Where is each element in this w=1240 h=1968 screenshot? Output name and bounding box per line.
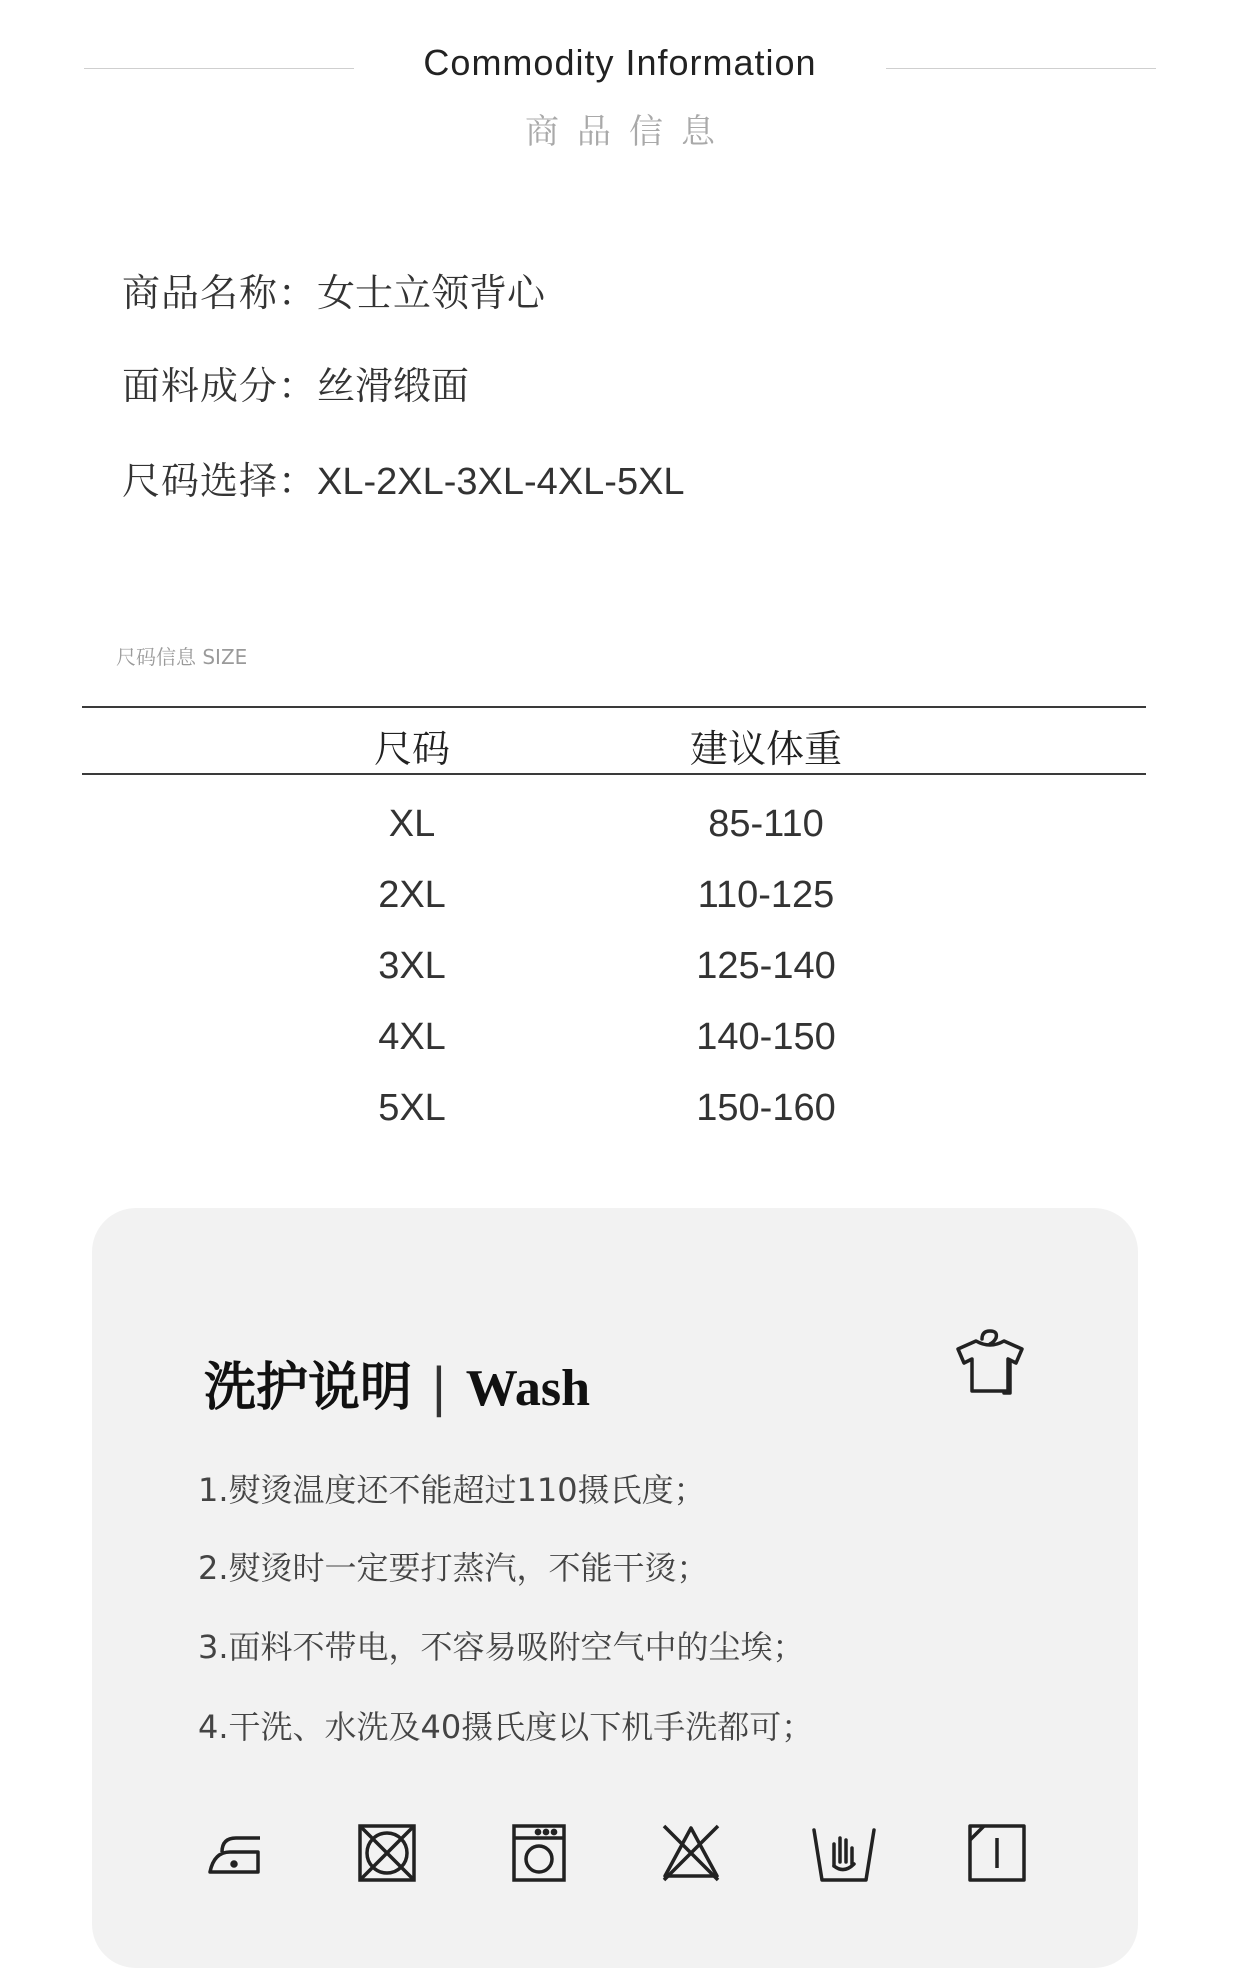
table-cell-weight: 140-150 [696,1016,836,1058]
wash-title-cn: 洗护说明 [204,1358,413,1418]
table-cell-size: XL [388,803,436,845]
table-header-size: 尺码 [373,727,450,771]
washing-machine-icon [508,1822,570,1884]
wash-instruction: 4.干洗、水洗及40摄氏度以下机手洗都可； [198,1708,814,1746]
table-header-weight: 建议体重 [689,727,842,771]
table-cell-size: 4XL [378,1016,446,1058]
table-top-rule [82,706,1146,708]
table-cell-weight: 125-140 [696,945,836,987]
no-tumble-dry-icon [356,1822,418,1884]
table-cell-size: 2XL [378,874,446,916]
page-subtitle: 商品信息 [525,112,733,152]
info-name-row [122,262,545,317]
info-label: 尺码选择： [122,459,318,503]
wash-instruction: 3.面料不带电，不容易吸附空气中的尘埃； [198,1628,805,1666]
table-cell-weight: 150-160 [696,1087,836,1129]
table-cell-size: 5XL [378,1087,446,1129]
wash-instruction: 2.熨烫时一定要打蒸汽，不能干烫； [198,1549,709,1587]
wash-instruction: 1.熨烫温度还不能超过110摄氏度； [198,1471,706,1509]
hand-wash-icon [810,1822,878,1884]
page-title: Commodity Information [423,42,817,83]
no-bleach-icon [660,1822,722,1884]
table-header-rule [82,773,1146,775]
info-label: 面料成分： [122,364,318,408]
info-label: 商品名称： [122,271,318,315]
table-cell-size: 3XL [378,945,446,987]
info-value: 女士立领背心 [317,271,546,315]
info-value: 丝滑缎面 [317,364,470,408]
info-size-row [122,450,685,505]
wash-title [204,1345,590,1420]
info-value: XL-2XL-3XL-4XL-5XL [317,461,685,503]
size-caption: 尺码信息 SIZE [116,645,248,669]
wash-title-separator: | [430,1358,448,1418]
shirt-hanger-icon [952,1325,1028,1397]
iron-icon [204,1822,266,1884]
info-fabric-row [122,355,469,410]
wash-title-en: Wash [465,1360,591,1417]
line-dry-icon [966,1822,1028,1884]
table-cell-weight: 85-110 [708,803,824,845]
table-cell-weight: 110-125 [697,874,835,916]
